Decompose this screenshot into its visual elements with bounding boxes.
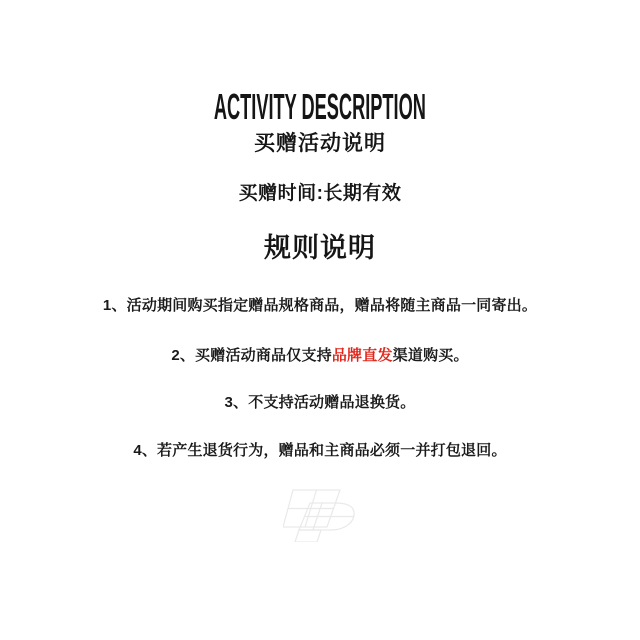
validity-period-text: 买赠时间:长期有效 — [238, 183, 402, 204]
page-title-english-text: ACTIVITY DESCRIPTION — [213, 87, 427, 128]
brand-watermark-logo-icon — [283, 488, 355, 542]
rule-2-prefix: 2、买赠活动商品仅支持 — [171, 347, 332, 364]
rule-item-2 — [0, 344, 640, 365]
rule-item-4: 4、若产生退货行为，赠品和主商品必须一并打包退回。 — [133, 442, 507, 459]
rule-2-highlighted-channel: 品牌直发 — [331, 347, 393, 364]
page-title-english — [0, 87, 640, 128]
rule-item-3: 3、不支持活动赠品退换货。 — [224, 394, 416, 411]
rules-heading: 规则说明 — [264, 233, 376, 263]
rule-item-1: 1、活动期间购买指定赠品规格商品，赠品将随主商品一同寄出。 — [102, 297, 538, 314]
rule-2-suffix: 渠道购买。 — [392, 347, 469, 364]
page-title-chinese: 买赠活动说明 — [254, 132, 386, 155]
